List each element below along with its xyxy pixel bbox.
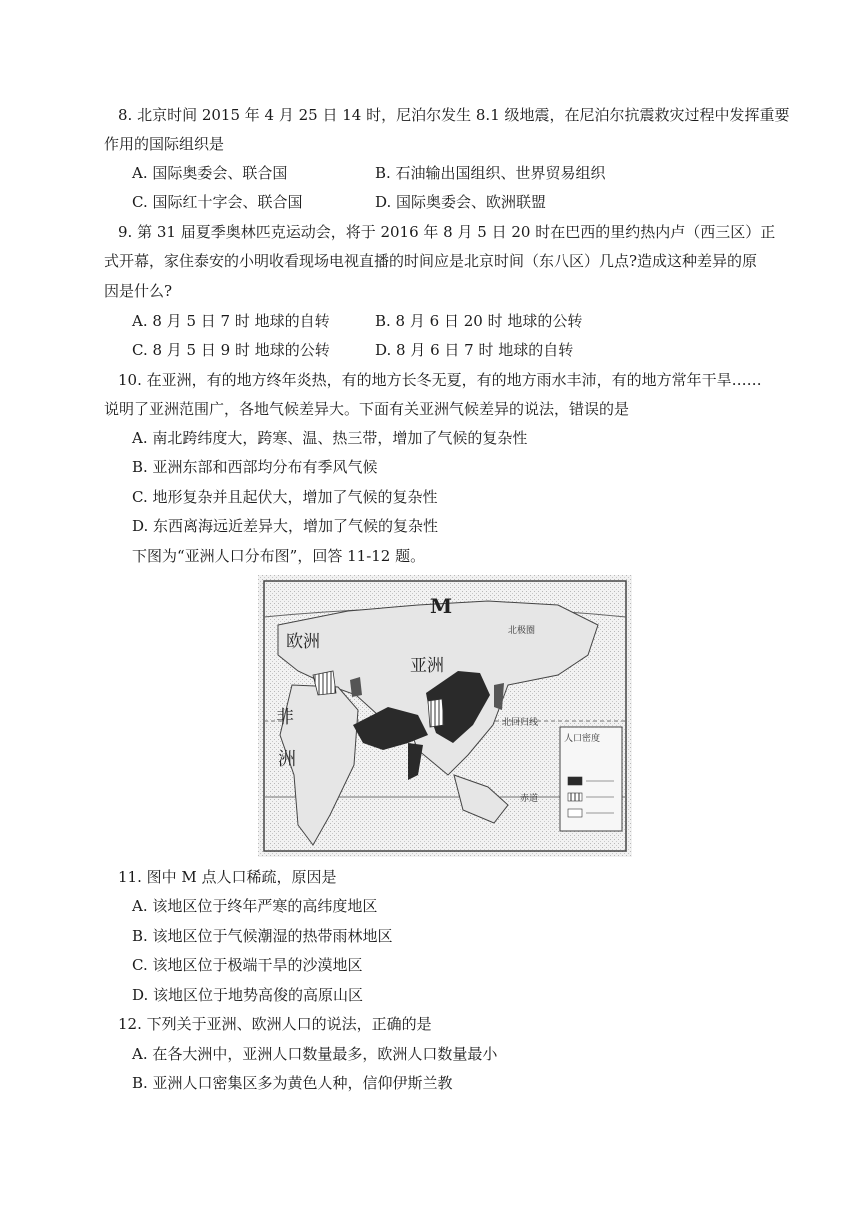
map-label-arctic: 北极圈 [508, 626, 536, 636]
asia-population-map [258, 575, 632, 857]
q12-stem: 12. 下列关于亚洲、欧洲人口的说法，正确的是 [118, 1015, 432, 1033]
q10-option-c: C. 地形复杂并且起伏大，增加了气候的复杂性 [132, 488, 438, 506]
map-legend-title: 人口密度 [564, 734, 601, 744]
q8-option-b: B. 石油输出国组织、世界贸易组织 [375, 164, 606, 182]
q8-option-d: D. 国际奥委会、欧洲联盟 [375, 193, 547, 211]
map-label-tropic: 北回归线 [502, 718, 539, 728]
q11-option-a: A. 该地区位于终年严寒的高纬度地区 [132, 897, 378, 915]
map-label-africa-2: 洲 [278, 749, 296, 770]
map-label-m: M [430, 594, 453, 618]
q10-option-b: B. 亚洲东部和西部均分布有季风气候 [132, 458, 378, 476]
q8-stem-line-1: 8. 北京时间 2015 年 4 月 25 日 14 时，尼泊尔发生 8.1 级地震，在尼泊尔抗震救灾过程中发挥重要 [118, 106, 790, 124]
map-label-equator: 赤道 [520, 794, 539, 804]
q9-stem-line-2: 式开幕，家住泰安的小明收看现场电视直播的时间应是北京时间（东八区）几点?造成这种差异的原 [104, 252, 758, 270]
q9-option-a: A. 8 月 5 日 7 时 地球的自转 [132, 312, 330, 330]
q8-option-a: A. 国际奥委会、联合国 [132, 164, 288, 182]
q9-option-d: D. 8 月 6 日 7 时 地球的自转 [375, 341, 574, 359]
map-label-africa-1: 非 [276, 707, 294, 728]
q10-stem-line-1: 10. 在亚洲，有的地方终年炎热，有的地方长冬无夏，有的地方雨水丰沛，有的地方常年干旱…… [118, 371, 762, 389]
q12-option-b: B. 亚洲人口密集区多为黄色人种，信仰伊斯兰教 [132, 1074, 453, 1092]
q11-stem: 11. 图中 M 点人口稀疏，原因是 [118, 868, 337, 886]
q10-option-a: A. 南北跨纬度大，跨寒、温、热三带，增加了气候的复杂性 [132, 429, 528, 447]
q9-stem-line-3: 因是什么? [104, 282, 173, 300]
q10-option-d: D. 东西离海远近差异大，增加了气候的复杂性 [132, 517, 439, 535]
map-label-europe: 欧洲 [286, 632, 320, 652]
q11-option-d: D. 该地区位于地势高俊的高原山区 [132, 986, 364, 1004]
q12-option-a: A. 在各大洲中，亚洲人口数量最多，欧洲人口数量最小 [132, 1045, 498, 1063]
q10-stem-line-2: 说明了亚洲范围广，各地气候差异大。下面有关亚洲气候差异的说法，错误的是 [104, 400, 630, 418]
q8-stem-line-2: 作用的国际组织是 [104, 135, 225, 153]
map-label-asia: 亚洲 [410, 656, 444, 676]
q9-option-b: B. 8 月 6 日 20 时 地球的公转 [375, 312, 583, 330]
q11-option-c: C. 该地区位于极端干旱的沙漠地区 [132, 956, 363, 974]
q9-stem-line-1: 9. 第 31 届夏季奥林匹克运动会，将于 2016 年 8 月 5 日 20 时在巴西的里约热内卢（西三区）正 [118, 223, 776, 241]
q9-option-c: C. 8 月 5 日 9 时 地球的公转 [132, 341, 330, 359]
q11-option-b: B. 该地区位于气候潮湿的热带雨林地区 [132, 927, 393, 945]
figure-intro: 下图为“亚洲人口分布图”，回答 11-12 题。 [132, 547, 426, 565]
q8-option-c: C. 国际红十字会、联合国 [132, 193, 303, 211]
